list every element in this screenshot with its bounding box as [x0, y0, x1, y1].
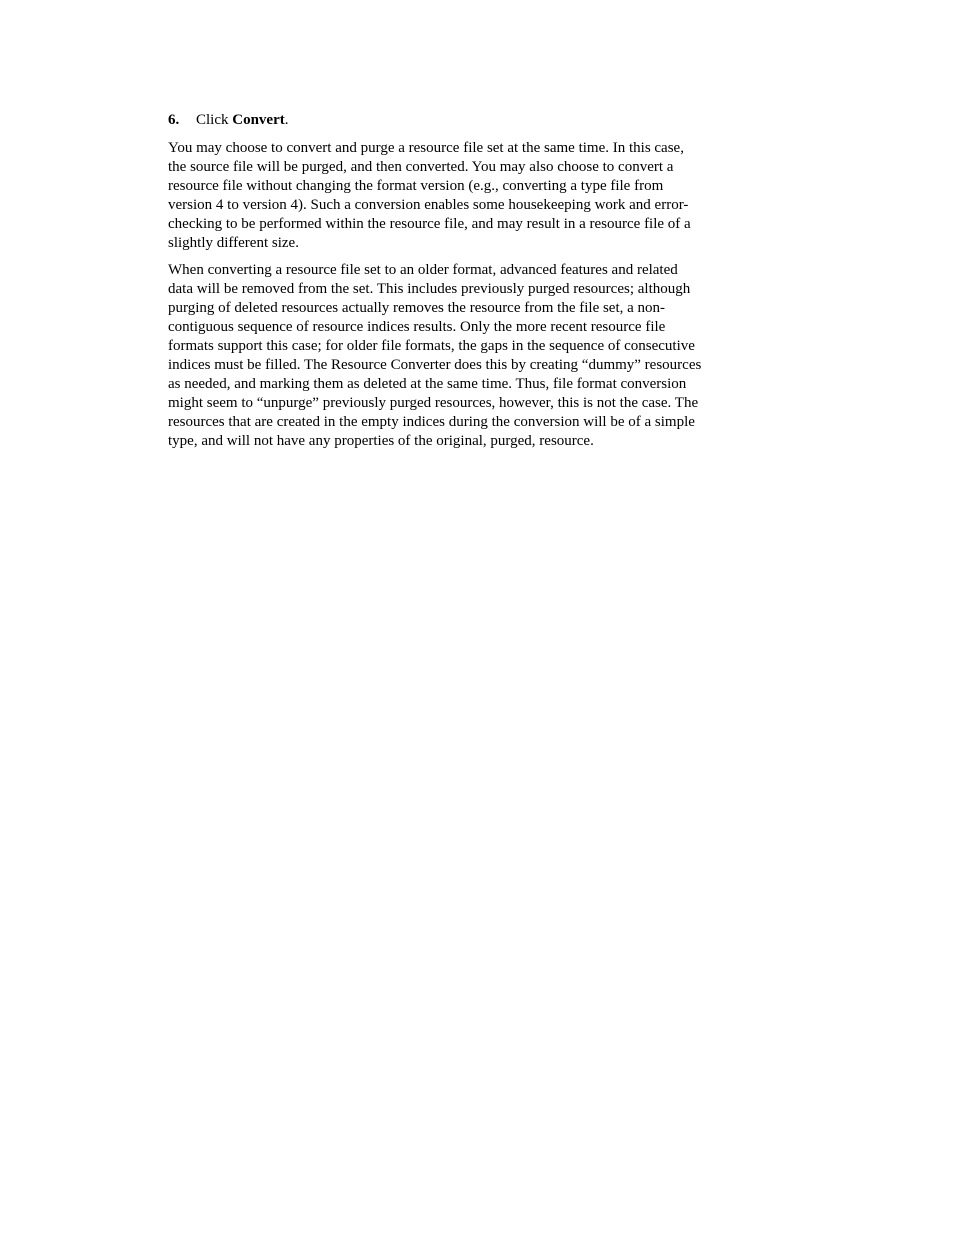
paragraph-line: When converting a resource file set to an older format, advanced features and related	[168, 262, 678, 278]
paragraph-line: purging of deleted resources actually removes the resource from the file set, a non-	[168, 300, 666, 316]
paragraph-line: slightly different size.	[168, 235, 299, 251]
paragraph-line: version 4 to version 4). Such a conversion enables some housekeeping work and error-	[168, 197, 689, 213]
paragraph-line: as needed, and marking them as deleted at the same time. Thus, file format conversion	[168, 376, 687, 392]
paragraph-convert-and-purge	[168, 139, 808, 253]
paragraph-line: type, and will not have any properties of the original, purged, resource.	[168, 433, 594, 449]
paragraph-line: checking to be performed within the resource file, and may result in a resource file of a	[168, 216, 691, 232]
paragraph-older-format	[168, 261, 808, 451]
step-number: 6.	[168, 112, 180, 128]
paragraph-line: resource file without changing the format version (e.g., converting a type file from	[168, 178, 664, 194]
step-verb: Click	[196, 112, 229, 128]
paragraph-line: data will be removed from the set. This includes previously purged resources; although	[168, 281, 691, 297]
paragraph-line: contiguous sequence of resource indices results. Only the more recent resource file	[168, 319, 666, 335]
paragraph-line: might seem to “unpurge” previously purged resources, however, this is not the case. The	[168, 395, 699, 411]
paragraph-line: the source file will be purged, and then converted. You may also choose to convert a	[168, 159, 674, 175]
paragraph-line: resources that are created in the empty indices during the conversion will be of a simple	[168, 414, 695, 430]
paragraph-line: indices must be filled. The Resource Converter does this by creating “dummy” resources	[168, 357, 702, 373]
paragraph-line: You may choose to convert and purge a resource file set at the same time. In this case,	[168, 140, 684, 156]
step-6	[168, 111, 808, 130]
step-action-convert: Convert	[232, 112, 285, 128]
paragraph-line: formats support this case; for older file formats, the gaps in the sequence of consecutive	[168, 338, 695, 354]
step-end: .	[284, 112, 289, 128]
document-page	[168, 111, 808, 459]
